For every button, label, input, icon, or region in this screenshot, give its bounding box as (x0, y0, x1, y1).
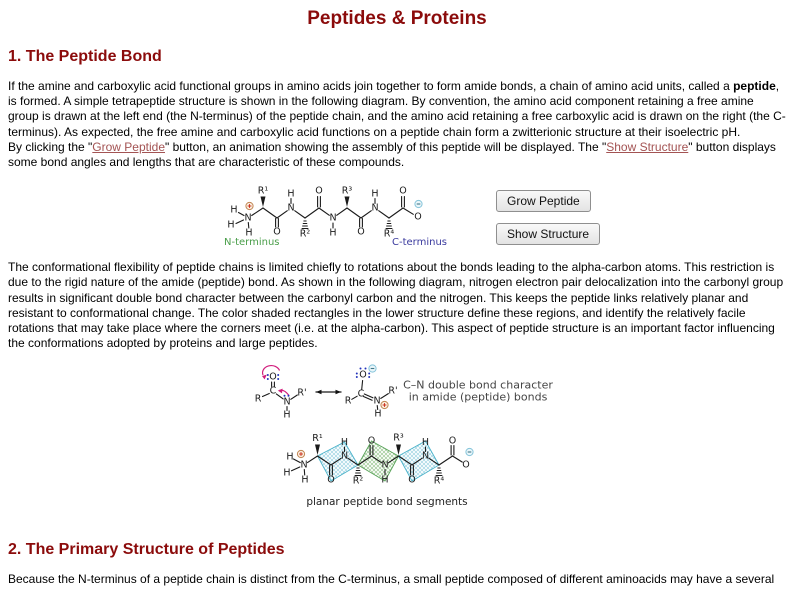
svg-text:N: N (371, 203, 378, 214)
text-run: By clicking the " (8, 140, 92, 154)
svg-text:H: H (371, 189, 378, 200)
svg-text:H: H (286, 452, 293, 463)
svg-text:R¹: R¹ (258, 186, 269, 197)
svg-text:O: O (315, 186, 322, 197)
svg-text:O: O (273, 227, 280, 238)
svg-text:H: H (283, 410, 290, 421)
svg-text:H: H (245, 228, 252, 239)
text-run: , is formed. A simple tetrapeptide structure is shown in the following diagram. By convention, the amino acid component retaining a free amine group is drawn at the left end (the N-terminus) of the peptide chain, and the amino acid retaining a free carboxylic acid is drawn on the right (the C-terminus). As expected, the free amine and carboxylic acid functions on a peptide chain form a zwitterionic structure at their isoelectric pH. (8, 79, 786, 139)
section1-heading: 1. The Peptide Bond (8, 47, 786, 66)
svg-text:H: H (329, 228, 336, 239)
svg-text:in amide (peptide) bonds: in amide (peptide) bonds (409, 391, 548, 404)
text-run: " button displays some bond angles and lengths that are characteristic of these compounds. (8, 140, 776, 169)
text-run: peptide (733, 79, 776, 93)
show-structure-link[interactable]: Show Structure (606, 140, 688, 154)
show-structure-button[interactable]: Show Structure (496, 223, 600, 245)
svg-text:H: H (230, 205, 237, 216)
svg-text:N: N (329, 213, 336, 224)
svg-text:C: C (270, 386, 277, 397)
svg-text:N: N (341, 451, 348, 462)
section1-paragraph2: The conformational flexibility of peptide chains is limited chiefly to rotations about the bonds leading to the alpha-carbon atoms. This restriction is due to the rigid nature of the amide (peptide) bond. As shown in the following diagram, nitrogen electron pair delocalization into the carbonyl group results in significant double bond character between the carbonyl carbon and the nitrogen. This keeps the peptide links relatively planar and resistant to conformational change. The color shaded rectangles in the lower structure define these regions, and identify the relatively facile rotations that may take place where the corners meet (i.e. at the alpha-carbon). This aspect of peptide structure is an important factor influencing the conformations adopted by proteins and large peptides. (8, 260, 786, 351)
svg-text:O: O (357, 227, 364, 238)
svg-text:H: H (227, 220, 234, 231)
tetrapeptide-row (222, 183, 786, 247)
svg-text:planar peptide bond segments: planar peptide bond segments (306, 496, 467, 508)
svg-text:R: R (345, 396, 352, 407)
svg-text:O: O (414, 212, 421, 223)
svg-text:O: O (399, 186, 406, 197)
amide-resonance-diagram (232, 364, 786, 422)
page (8, 8, 786, 588)
svg-text:O: O (269, 372, 276, 383)
svg-text:C–N double bond character: C–N double bond character (403, 379, 553, 392)
svg-text:H: H (422, 437, 429, 448)
planar-peptide-segments-diagram (280, 432, 786, 508)
svg-text:N: N (422, 451, 429, 462)
svg-text:R³: R³ (342, 186, 353, 197)
svg-text:R: R (255, 394, 262, 405)
svg-text:H: H (287, 189, 294, 200)
svg-text:R⁴: R⁴ (434, 476, 445, 487)
svg-text:C-terminus: C-terminus (392, 237, 447, 247)
svg-text:O: O (449, 436, 456, 447)
svg-text:N: N (244, 213, 251, 224)
svg-text:N: N (300, 460, 307, 471)
svg-text:N: N (287, 203, 294, 214)
svg-text:H: H (341, 437, 348, 448)
svg-text:N: N (381, 460, 388, 471)
grow-peptide-link[interactable]: Grow Peptide (92, 140, 165, 154)
diagram-buttons (496, 190, 600, 245)
svg-text:R¹: R¹ (312, 433, 323, 444)
tetrapeptide-structure-diagram (222, 183, 450, 247)
svg-text:R': R' (388, 386, 397, 397)
svg-text:R³: R³ (393, 433, 404, 444)
svg-text:R²: R² (353, 476, 364, 487)
svg-text:C: C (358, 389, 365, 400)
svg-text:R': R' (297, 388, 306, 399)
text-run: " button, an animation showing the assembly of this peptide will be displayed. The " (165, 140, 606, 154)
section1-paragraph1 (8, 79, 786, 170)
svg-text:R²: R² (300, 229, 311, 240)
svg-text:O: O (359, 370, 366, 381)
svg-text:N: N (283, 397, 290, 408)
svg-text:H: H (283, 468, 290, 479)
svg-text:N: N (373, 396, 380, 407)
grow-peptide-button[interactable]: Grow Peptide (496, 190, 591, 212)
svg-text:O: O (368, 436, 375, 447)
svg-text:O: O (462, 460, 469, 471)
svg-text:R⁴: R⁴ (384, 229, 395, 240)
svg-text:H: H (374, 409, 381, 420)
page-title: Peptides & Proteins (8, 8, 786, 30)
svg-text:N-terminus: N-terminus (224, 237, 280, 247)
text-run: If the amine and carboxylic acid functional groups in amino acids join together to form amide bonds, a chain of amino acid units, called a (8, 79, 733, 93)
section2-heading: 2. The Primary Structure of Peptides (8, 540, 786, 559)
svg-text:O: O (408, 475, 415, 486)
svg-text:H: H (381, 475, 388, 486)
svg-text:H: H (301, 475, 308, 486)
section2-paragraph1: Because the N-terminus of a peptide chain is distinct from the C-terminus, a small peptide composed of different aminoacids may have a several (8, 572, 786, 587)
svg-text:O: O (327, 475, 334, 486)
